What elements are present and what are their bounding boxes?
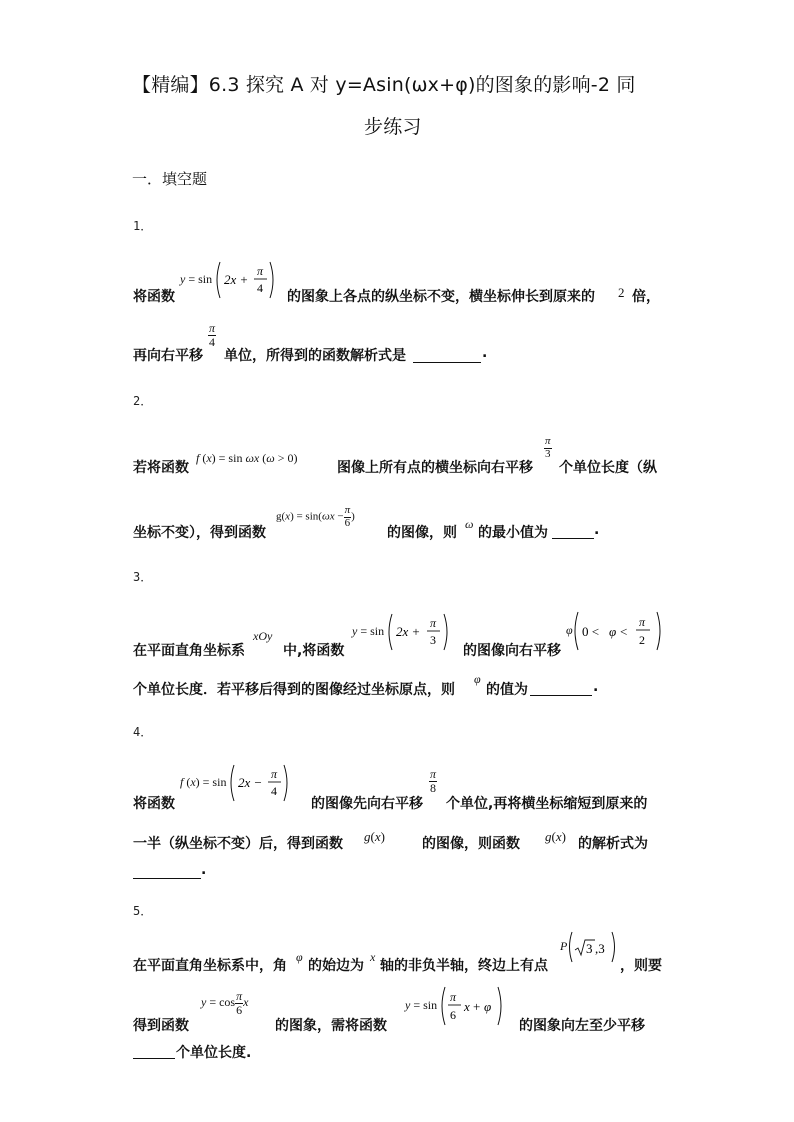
q2-shift-pi-over-3: $\frac{\pi}{3}$ [545,435,551,460]
svg-text:π: π [257,264,264,278]
svg-text:0 <: 0 < [581,624,599,639]
svg-text:x: x [464,999,470,1014]
q5-point-p: P 3 ,3 [560,930,619,964]
q2-text-c: 个单位长度（纵 [559,460,657,476]
q4-text-b: 的图像先向右平移 [311,796,423,812]
q3-answer-blank[interactable] [530,681,592,696]
q4-formula-f: f (x) = sin 2x − π 4 [180,763,289,803]
svg-text:π: π [430,616,437,630]
q3-text-e: 的值为 [486,682,528,698]
svg-text:+: + [473,999,481,1014]
q5-phi-symbol: φ [296,950,303,964]
svg-text:,3: ,3 [595,941,606,956]
q4-answer-blank[interactable] [133,864,201,879]
q1-text-b: 的图象上各点的纵坐标不变，横坐标伸长到原来的 [287,289,595,305]
q2-formula-g: g(x) = sin(ωx − $\frac{\pi}{6}$ ) [276,504,355,529]
q1-end: . [482,345,488,361]
q4-end: . [201,862,207,878]
q5-text-g: 的图象向左至少平移 [519,1018,645,1034]
q5-text-f: 的图象，需将函数 [275,1018,387,1034]
q4-g-of-x-2: g(x) [545,829,566,844]
q2-text-f: 的最小值为 [478,525,548,541]
title-line-2: 步练习 [364,116,422,138]
svg-text:4: 4 [271,784,278,798]
q5-formula-y-cos: y = cos $\frac{\pi}{6}$ x [201,989,249,1017]
svg-text:3: 3 [586,941,593,956]
svg-text:π: π [271,767,278,781]
q5-x-symbol: x [370,950,376,964]
q2-text-a: 若将函数 [133,460,189,476]
svg-text:φ: φ [484,999,492,1014]
q1-answer-blank[interactable] [413,348,481,363]
q4-text-a: 将函数 [133,796,175,812]
question-3-number: 3． [133,570,153,584]
q2-end: . [594,522,600,538]
q4-text-d: 一半（纵坐标不变）后，得到函数 [133,836,343,852]
q4-text-f: 的解析式为 [578,836,648,852]
q1-text-e: 单位，所得到的函数解析式是 [224,348,406,364]
q4-shift-pi-over-8: $\frac{\pi}{8}$ [430,767,437,795]
question-2-number: 2． [133,394,153,408]
q3-phi-range: φ 0 < φ < π 2 [566,610,665,652]
q1-shift-pi-over-4: $\frac{\pi}{4}$ [209,321,216,349]
q4-text-c: 个单位,再将横坐标缩短到原来的 [446,796,648,812]
q2-omega-symbol: ω [465,517,474,531]
q4-g-of-x-1: g(x) [364,829,385,844]
question-1-number: 1． [133,219,153,233]
svg-text:2x +: 2x + [396,624,421,639]
q3-xoy: xOy [253,629,273,643]
q5-text-b: 的始边为 [308,958,364,974]
svg-text:φ: φ [608,624,616,639]
q5-formula-y-sin: y = sin π 6 x + φ [405,985,506,1027]
svg-text:2x −: 2x − [238,775,263,790]
q1-text-d: 再向右平移 [133,348,203,364]
q2-text-e: 的图像，则 [387,525,457,541]
question-4-number: 4． [133,725,153,739]
q3-text-a: 在平面直角坐标系 [133,643,245,659]
q5-text-e: 得到函数 [133,1018,189,1034]
q1-text-a: 将函数 [133,289,175,305]
svg-text:6: 6 [450,1008,457,1022]
q5-answer-blank[interactable] [133,1044,175,1059]
q5-text-c: 轴的非负半轴，终边上有点 [380,958,548,974]
svg-text:3: 3 [430,633,437,647]
svg-text:2: 2 [638,633,645,647]
q2-text-d: 坐标不变），得到函数 [133,525,266,541]
q1-factor-two: 2 [618,285,625,300]
q2-answer-blank[interactable] [552,524,594,539]
q3-phi-symbol: φ [474,672,481,686]
svg-text:2x +: 2x + [224,272,249,287]
q5-text-a: 在平面直角坐标系中，角 [133,958,287,974]
q5-text-h: 个单位长度. [176,1045,252,1061]
q1-text-c: 倍， [632,289,660,305]
q5-text-d: ，则要 [620,958,662,974]
svg-text:4: 4 [257,281,264,295]
q3-text-c: 的图像向右平移 [463,643,561,659]
q3-text-b: 中,将函数 [283,643,345,659]
svg-text:<: < [619,624,627,639]
svg-text:π: π [638,615,645,629]
q2-text-b: 图像上所有点的横坐标向右平移 [337,460,533,476]
title-line-1: 【精编】6.3 探究 A 对 y=Asin(ωx+φ)的图象的影响-2 同 [132,74,636,96]
q3-end: . [593,679,599,695]
q3-text-d: 个单位长度．若平移后得到的图像经过坐标原点，则 [133,682,455,698]
q1-formula-y-sin: y = sin 2x + π 4 [180,260,275,300]
q4-text-e: 的图像，则函数 [422,836,520,852]
question-5-number: 5． [133,904,153,918]
q2-formula-f: f (x) = sin ωx (ω > 0) [196,451,298,465]
q3-formula-y-sin: y = sin 2x + π 3 [352,612,449,652]
section-heading: 一．填空题 [132,170,208,188]
svg-text:π: π [450,990,457,1004]
